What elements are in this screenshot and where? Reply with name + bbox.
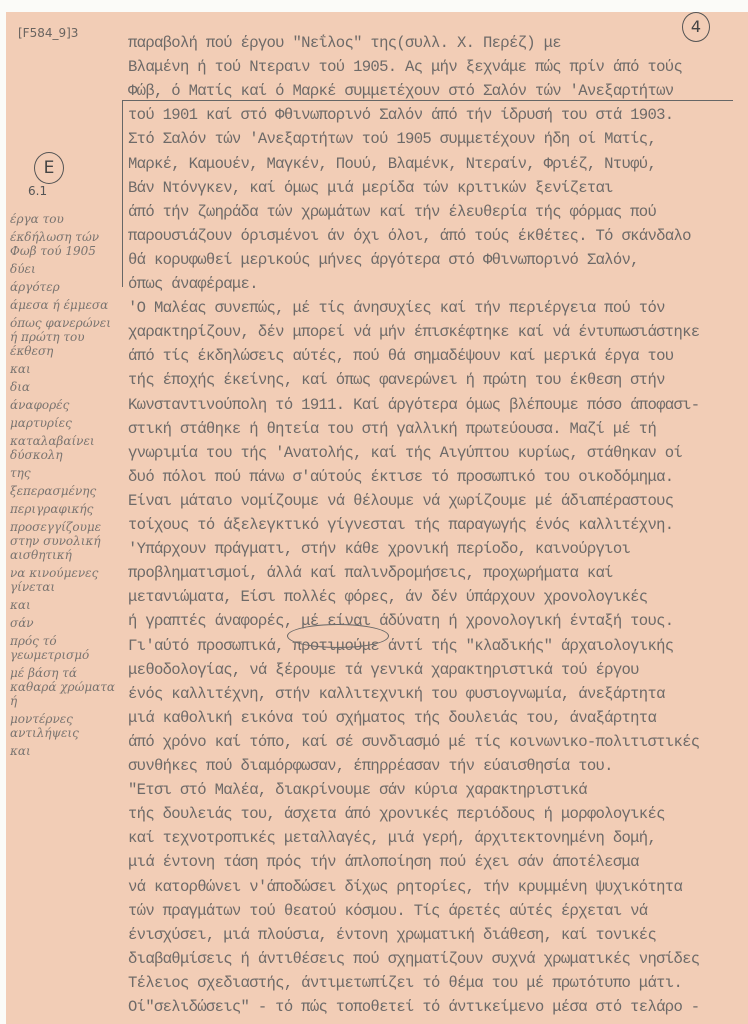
typed-line: παρουσιάζουν όρισμένοι άν όχι όλοι, άπό τούς έκθέτες. Τό σκάνδαλο: [128, 226, 691, 245]
typed-line: Γι'αύτό προσωπικά, προτιμούμε άντί τής "κλαδικής" άρχαιολογικής: [128, 636, 674, 655]
typed-line: Τέλειος σχεδιαστής, άντιμετωπίζει τό θέμα του μέ πρωτότυπο μάτι.: [128, 973, 683, 992]
handwritten-note: άμεσα ή έμμεσα: [10, 298, 109, 312]
typed-line: άπό χρόνο καί τόπο, καί σέ συνδιασμό μέ τίς κοινωνικο-πολιτιστικές: [128, 732, 700, 751]
handwritten-annotations: [10, 212, 118, 758]
handwritten-note: και: [10, 362, 31, 376]
typed-line: θά κορυφωθεί μερικούς μήνες άργότερα στό Φθινωπορινό Σαλόν,: [128, 250, 639, 269]
typed-line: στική στάθηκε ή θητεία του στή γαλλική πρωτεύουσα. Μαζί μέ τή: [128, 419, 657, 438]
typed-line: Φώβ, ό Ματίς καί ό Μαρκέ συμμετέχουν στό Σαλόν τών 'Ανεξαρτήτων: [128, 82, 674, 101]
typed-line: άπό τίς έκδηλώσεις αύτές, πού θά σημαδέψουν καί μερικά έργα του: [128, 347, 674, 366]
typed-line: ή γραπτές άναφορές, μέ είναι άδύνατη ή χρονολογική ένταξή τους.: [128, 612, 674, 631]
handwritten-note: πρός τό γεωμετρισμό: [10, 634, 90, 662]
handwritten-note: σάν: [10, 616, 34, 630]
handwritten-note: δια: [10, 380, 31, 394]
typed-line: μετανιώματα, Είσι πολλές φόρες, άν δέν ύπάρχουν χρονολογικές: [128, 588, 648, 607]
typed-line: νά κατορθώνει ν'άποδώσει δίχως ρητορίες, τήν κρυμμένη ψυχικότητα: [128, 877, 683, 896]
manuscript-page: [6, 12, 748, 1024]
typed-line: γνωριμία του τής 'Ανατολής, καί τής Αιγύπτου κυρίως, στάθηκαν οί: [128, 443, 683, 462]
typed-line: τής δουλειάς του, άσχετα άπό χρονικές περιόδους ή μορφολογικές: [128, 805, 665, 824]
handwritten-note: όπως φανερώνει ή πρώτη του έκθεση: [10, 316, 111, 358]
typed-line: 'Ο Μαλέας συνεπώς, μέ τίς άνησυχίες καί τήν περιέργεια πού τόν: [128, 299, 665, 318]
typed-line: Οί"σελιδώσεις" - τό πώς τοποθετεί τό άντικείμενο μέσα στό τελάρο -: [128, 998, 700, 1016]
archive-reference: [F584_9]3: [18, 26, 79, 40]
typed-line: παραβολή πού έργου "Νεΐλος" της(συλλ. Χ. Περέζ) με: [128, 34, 561, 52]
typed-line: άπό τήν ζωηράδα τών χρωμάτων καί τήν έλευθερία τής φόρμας πού: [128, 202, 657, 221]
typed-line: Κωνσταντινούπολη τό 1911. Καί άργότερα όμως βλέπουμε πόσο άποφασι-: [128, 395, 700, 414]
handwritten-note: και: [10, 744, 31, 758]
typed-line: τών πραγμάτων τού θεατού κόσμου. Τίς άρετές αύτές έρχεται νά: [128, 901, 648, 920]
typed-line: Είναι μάταιο νομίζουμε νά θέλουμε νά χωρίζουμε μέ άδιαπέραστους: [128, 491, 674, 510]
handwritten-note: έκδήλωση τών Φωβ τού 1905: [10, 230, 100, 258]
handwritten-note: μέ βάση τά καθαρά χρώματα ή: [10, 666, 116, 708]
handwritten-note: της: [10, 466, 31, 480]
handwritten-note: και: [10, 598, 31, 612]
typed-line: Μαρκέ, Καμουέν, Μαγκέν, Πουύ, Βλαμένκ, Ντεραίν, Φριέζ, Ντυφύ,: [128, 154, 657, 173]
typed-line: μιά καθολική εικόνα τού σχήματος τής δουλειάς του, άναξάρτητα: [128, 708, 657, 727]
handwritten-note: δύει: [10, 262, 36, 276]
handwritten-note: να κινούμενες γίνεται: [10, 566, 99, 594]
typed-line: δυό πόλοι πού πάνω σ'αύτούς έκτισε τό προσωπικό του οικοδόμημα.: [128, 467, 674, 486]
handwritten-note: καταλαβαίνει δύσκολη: [10, 434, 95, 462]
handwritten-note: άργότερ: [10, 280, 60, 294]
handwritten-note: μαρτυρίες: [10, 416, 72, 430]
typed-line: Στό Σαλόν τών 'Ανεξαρτήτων τού 1905 συμμετέχουν ήδη οί Ματίς,: [128, 130, 657, 149]
typed-line: διαβαθμίσεις ή άντιθέσεις πού σχηματίζουν συχνά χρωματικές νησίδες: [128, 949, 700, 968]
handwritten-note: έργα του: [10, 212, 64, 226]
typed-line: ένισχύσει, μιά πλούσια, έντονη χρωματική διάθεση, καί τονικές: [128, 925, 657, 944]
section-mark: E: [34, 152, 64, 184]
typed-line: όπως άναφέραμε.: [128, 275, 258, 293]
typed-line: τοίχους τό άξελεγκτικό γίγνεσται τής παραγωγής ένός καλλιτέχνη.: [128, 516, 674, 534]
handwritten-note: άναφορές: [10, 398, 70, 412]
page-number: 4: [682, 12, 710, 42]
typed-line: τού 1901 καί στό Φθινωπορινό Σαλόν άπό τήν ίδρυσή του στά 1903.: [128, 106, 674, 125]
typed-line: καί τεχνοτροπικές μεταλλαγές, μιά γερή, άρχιτεκτονημένη δομή,: [128, 829, 657, 848]
typed-line: τής έποχής έκείνης, καί όπως φανερώνει ή πρώτη του έκθεση στήν: [128, 371, 665, 390]
typed-line: μιά έντονη τάση πρός τήν άπλοποίηση πού έχει σάν άποτέλεσμα: [128, 853, 639, 872]
typed-line: Βλαμένη ή τού Ντεραιν τού 1905. Ας μήν ξεχνάμε πώς πρίν άπό τούς: [128, 58, 683, 77]
handwritten-note: μοντέρνες αντιλήψεις: [10, 712, 79, 740]
typed-line: "Ετσι στό Μαλέα, διακρίνουμε σάν κύρια χαρακτηριστικά: [128, 781, 587, 800]
typed-line: ένός καλλιτέχνη, στήν καλλιτεχνική του φυσιογνωμία, άνεξάρτητα: [128, 684, 665, 703]
typed-line: Βάν Ντόνγκεν, καί όμως μιά μερίδα τών κριτικών ξενίζεται: [128, 178, 613, 197]
typed-line: χαρακτηρίζουν, δέν μπορεί νά μήν έπισκέφτηκε καί νά έντυπωσιάστηκε: [128, 323, 700, 342]
handwritten-note: προσεγγίζουμε στην συνολική αισθητική: [10, 520, 102, 562]
handwritten-note: περιγραφικής: [10, 502, 94, 516]
typed-line: μεθοδολογίας, νά ξέρουμε τά γενικά χαρακτηριστικά τού έργου: [128, 660, 639, 679]
handwritten-note: ξεπερασμένης: [10, 484, 97, 498]
typed-line: 'Υπάρχουν πράγματι, στήν κάθε χρονική περίοδο, καινούργιοι: [128, 540, 631, 559]
typed-line: συνθήκες πού διαμόρφωσαν, έπηρρέασαν τήν εύαισθησία του.: [128, 757, 613, 775]
section-subnumber: 6.1: [28, 184, 48, 198]
typed-line: προβληματισμοί, άλλά καί παλινδρομήσεις, προχωρήματα καί: [128, 564, 613, 583]
